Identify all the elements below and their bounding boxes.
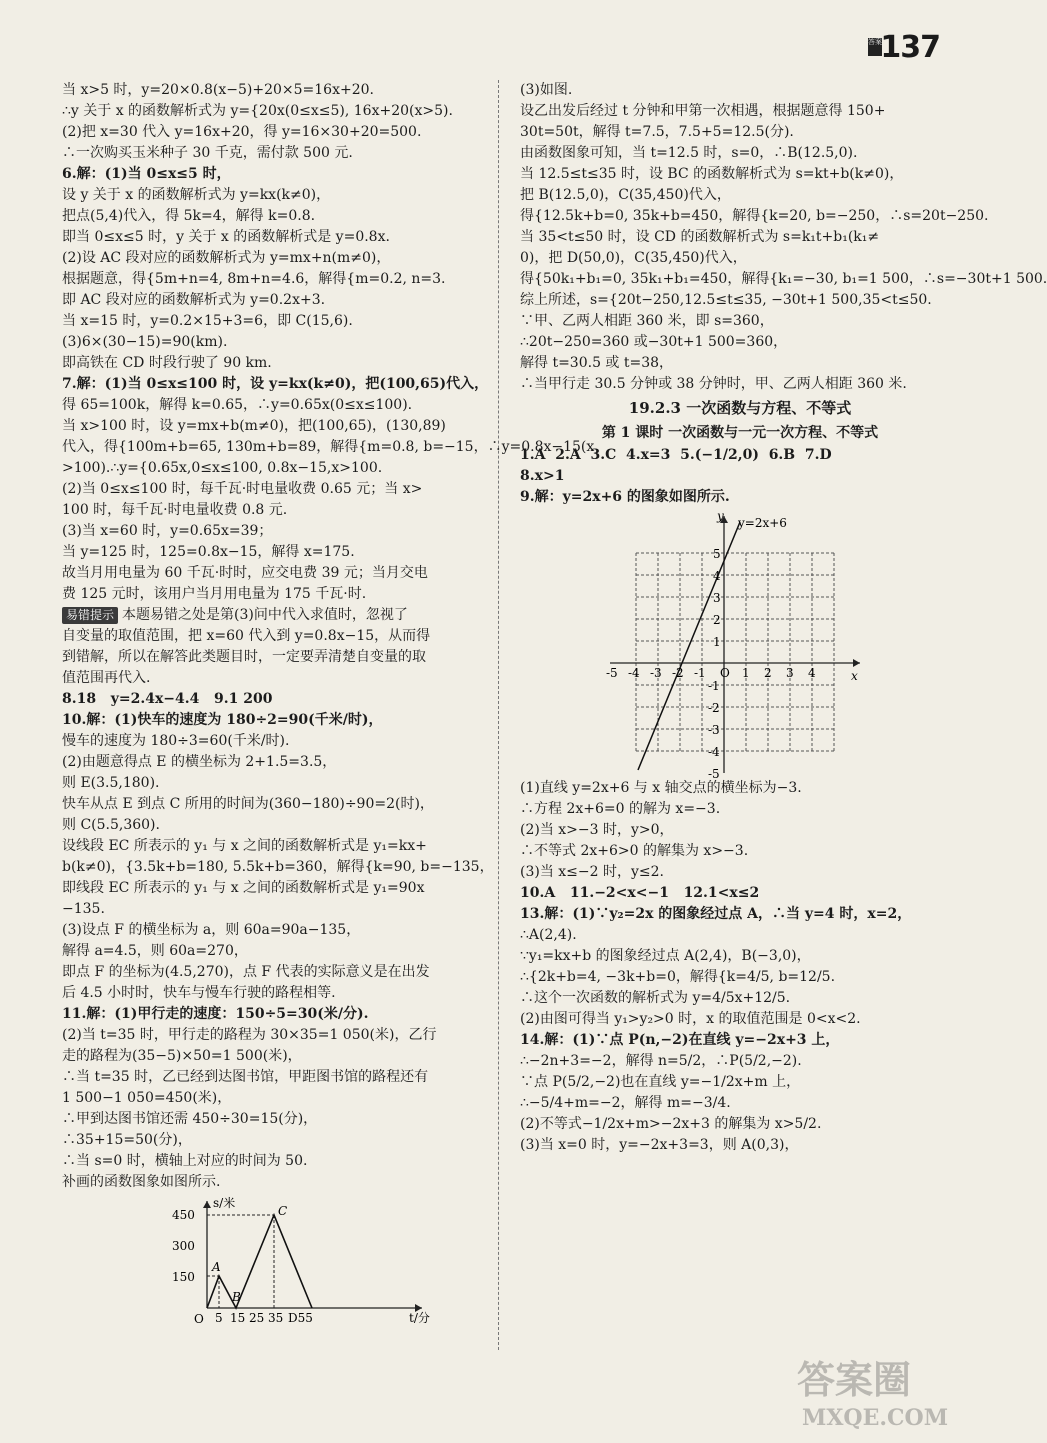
graph1-ytick: 300 bbox=[172, 1239, 195, 1253]
answer-line: ∴35+15=50(分)， bbox=[62, 1132, 192, 1148]
answer-line: 即点 F 的坐标为(4.5,270)，点 F 代表的实际意义是在出发 bbox=[62, 964, 430, 980]
answer-line: 100 时，每千瓦·时电量收费 0.8 元. bbox=[62, 502, 288, 518]
answer-line: 代入，得{100m+b=65, 130m+b=89，解得{m=0.8, b=−15，∴y=0.8x−15(x bbox=[62, 439, 595, 455]
answer-line: ∴方程 2x+6=0 的解为 x=−3. bbox=[520, 801, 721, 817]
error-tip-text: 本题易错之处是第(3)问中代入求值时，忽视了 bbox=[122, 607, 408, 623]
answer-line: 即高铁在 CD 时段行驶了 90 km. bbox=[62, 355, 272, 371]
answer-line: 设乙出发后经过 t 分钟和甲第一次相遇，根据题意得 150+ bbox=[520, 103, 886, 119]
column-divider bbox=[498, 80, 499, 1350]
answer-line: 9.解：y=2x+6 的图象如图所示. bbox=[520, 489, 730, 505]
graph1-ylabel: s/米 bbox=[213, 1196, 236, 1210]
answer-line: (2)把 x=30 代入 y=16x+20，得 y=16×30+20=500. bbox=[62, 124, 422, 140]
graph2-ytick: 1 bbox=[713, 635, 721, 649]
answer-line: 30t=50t，解得 t=7.5，7.5+5=12.5(分). bbox=[520, 124, 794, 140]
answer-line: ∴{2k+b=4, −3k+b=0，解得{k=4/5, b=12/5. bbox=[520, 969, 836, 985]
answer-line: 值范围再代入. bbox=[62, 670, 151, 686]
linear-function-graph bbox=[520, 508, 960, 781]
answer-line: (2)由图可得当 y₁>y₂>0 时，x 的取值范围是 0<x<2. bbox=[520, 1011, 861, 1027]
graph2-xtick: 1 bbox=[742, 666, 750, 680]
graph2-ytick: -4 bbox=[708, 745, 720, 759]
answer-line: (2)设 AC 段对应的函数解析式为 y=mx+n(m≠0)， bbox=[62, 250, 391, 266]
graph1-point-b: B bbox=[232, 1290, 241, 1304]
answer-line: ∴一次购买玉米种子 30 千克，需付款 500 元. bbox=[62, 145, 353, 161]
answer-line: 自变量的取值范围，把 x=60 代入到 y=0.8x−15，从而得 bbox=[62, 628, 431, 644]
answer-line: 10.A 11.−2<x<−1 12.1<x≤2 bbox=[520, 885, 760, 901]
answer-line: ∴20t−250=360 或−30t+1 500=360， bbox=[520, 334, 788, 350]
answer-line: ∵点 P(5/2,−2)也在直线 y=−1/2x+m 上， bbox=[520, 1074, 801, 1090]
answer-line: (2)由题意得点 E 的横坐标为 2+1.5=3.5， bbox=[62, 754, 337, 770]
answer-line: 即 AC 段对应的函数解析式为 y=0.2x+3. bbox=[62, 292, 326, 308]
graph2-ytick: 3 bbox=[713, 591, 721, 605]
graph1-point-a: A bbox=[212, 1260, 221, 1274]
answer-line: >100).∴y={0.65x,0≤x≤100, 0.8x−15,x>100. bbox=[62, 460, 383, 476]
graph1-origin: O bbox=[194, 1312, 204, 1326]
answer-line: 当 x=15 时，y=0.2×15+3=6，即 C(15,6). bbox=[62, 313, 353, 329]
answer-line: ∵y₁=kx+b 的图象经过点 A(2,4)，B(−3,0)， bbox=[520, 948, 811, 964]
graph2-ytick: -1 bbox=[708, 679, 720, 693]
answer-line: 当 y=125 时，125=0.8x−15，解得 x=175. bbox=[62, 544, 355, 560]
graph2-xlabel: x bbox=[851, 669, 858, 683]
answer-line: 解得 a=4.5，则 60a=270， bbox=[62, 943, 248, 959]
answer-line: ∴y 关于 x 的函数解析式为 y={20x(0≤x≤5), 16x+20(x>5). bbox=[62, 103, 453, 119]
answer-line: 走的路程为(35−5)×50=1 500(米)， bbox=[62, 1048, 302, 1064]
answer-line: ∴当甲行走 30.5 分钟或 38 分钟时，甲、乙两人相距 360 米. bbox=[520, 376, 907, 392]
answer-line: 后 4.5 小时时，快车与慢车行驶的路程相等. bbox=[62, 985, 336, 1001]
answer-line: 10.解：(1)快车的速度为 180÷2=90(千米/时)， bbox=[62, 712, 383, 728]
answer-line: (2)当 0≤x≤100 时，每千瓦·时电量收费 0.65 元；当 x> bbox=[62, 481, 423, 497]
answer-line: 由函数图象可知，当 t=12.5 时，s=0，∴B(12.5,0). bbox=[520, 145, 858, 161]
graph2-xtick: -3 bbox=[650, 666, 662, 680]
answer-line: 把点(5,4)代入，得 5k=4，解得 k=0.8. bbox=[62, 208, 316, 224]
answer-line: ∵甲、乙两人相距 360 米，即 s=360， bbox=[520, 313, 774, 329]
answer-line: 故当月用电量为 60 千瓦·时时，应交电费 39 元；当月交电 bbox=[62, 565, 428, 581]
answer-line: 13.解：(1)∵y₂=2x 的图象经过点 A，∴当 y=4 时，x=2， bbox=[520, 906, 912, 922]
answer-line: 1 500−1 050=450(米)， bbox=[62, 1090, 232, 1106]
answer-line: ∴不等式 2x+6>0 的解集为 x>−3. bbox=[520, 843, 749, 859]
answer-line: 14.解：(1)∵点 P(n,−2)在直线 y=−2x+3 上， bbox=[520, 1032, 840, 1048]
answer-line: ∴当 s=0 时，横轴上对应的时间为 50. bbox=[62, 1153, 308, 1169]
answer-line: (2)当 t=35 时，甲行走的路程为 30×35=1 050(米)，乙行 bbox=[62, 1027, 437, 1043]
graph2-ytick: -2 bbox=[708, 701, 720, 715]
graph1-xtick: 15 bbox=[230, 1311, 246, 1325]
answer-line: 当 12.5≤t≤35 时，设 BC 的函数解析式为 s=kt+b(k≠0)， bbox=[520, 166, 904, 182]
graph1-point-c: C bbox=[278, 1204, 288, 1218]
graph2-ytick: 4 bbox=[713, 569, 721, 583]
graph1-xtick: 25 bbox=[249, 1311, 265, 1325]
answer-line: (2)当 x>−3 时，y>0， bbox=[520, 822, 674, 838]
answer-line: (3)当 x≤−2 时，y≤2. bbox=[520, 864, 664, 880]
answer-line: ∴−2n+3=−2，解得 n=5/2，∴P(5/2,−2). bbox=[520, 1053, 802, 1069]
graph1-ytick: 450 bbox=[172, 1208, 195, 1222]
graph2-function-label: y=2x+6 bbox=[738, 516, 787, 530]
answer-line: ∴A(2,4). bbox=[520, 927, 577, 943]
graph2-xtick: 4 bbox=[808, 666, 816, 680]
graph2-xtick: -4 bbox=[628, 666, 640, 680]
page-tag: 答案 bbox=[868, 38, 882, 56]
graph1-ytick: 150 bbox=[172, 1270, 195, 1284]
answer-line: (3)6×(30−15)=90(km). bbox=[62, 334, 228, 350]
answer-line: ∴这个一次函数的解析式为 y=4/5x+12/5. bbox=[520, 990, 791, 1006]
answer-line: 8.x>1 bbox=[520, 468, 565, 484]
graph2-ytick: 5 bbox=[713, 547, 721, 561]
answer-line: 综上所述，s={20t−250,12.5≤t≤35, −30t+1 500,35<t≤50. bbox=[520, 292, 932, 308]
answer-line: 则 E(3.5,180). bbox=[62, 775, 160, 791]
answer-line: ∴当 t=35 时，乙已经到达图书馆，甲距图书馆的路程还有 bbox=[62, 1069, 429, 1085]
answer-line: 补画的函数图象如图所示. bbox=[62, 1174, 221, 1190]
answer-line: 即线段 EC 所表示的 y₁ 与 x 之间的函数解析式是 y₁=90x bbox=[62, 880, 425, 896]
watermark-logo bbox=[792, 1343, 982, 1433]
answer-line: (3)当 x=60 时，y=0.65x=39； bbox=[62, 523, 273, 539]
graph2-xtick: 3 bbox=[786, 666, 794, 680]
graph2-xtick: -5 bbox=[606, 666, 618, 680]
right-column bbox=[520, 80, 1047, 1156]
answer-line: 得{12.5k+b=0, 35k+b=450，解得{k=20, b=−250，∴s=20t−250. bbox=[520, 208, 989, 224]
answer-line: 设 y 关于 x 的函数解析式为 y=kx(k≠0)， bbox=[62, 187, 331, 203]
answer-line: 11.解：(1)甲行走的速度：150÷5=30(米/分). bbox=[62, 1006, 369, 1022]
answer-line: (3)当 x=0 时，y=−2x+3=3，则 A(0,3)， bbox=[520, 1137, 799, 1153]
answer-line: 到错解，所以在解答此类题目时，一定要弄清楚自变量的取 bbox=[62, 649, 426, 665]
answer-line: (3)设点 F 的横坐标为 a，则 60a=90a−135， bbox=[62, 922, 361, 938]
answer-line: 6.解：(1)当 0≤x≤5 时， bbox=[62, 166, 231, 182]
answer-line: 1.A 2.A 3.C 4.x=3 5.(−1/2,0) 6.B 7.D bbox=[520, 447, 832, 463]
answer-line: 设线段 EC 所表示的 y₁ 与 x 之间的函数解析式是 y₁=kx+ bbox=[62, 838, 427, 854]
answer-line: 快车从点 E 到点 C 所用的时间为(360−180)÷90=2(时)， bbox=[62, 796, 434, 812]
error-tip-badge: 易错提示 bbox=[62, 607, 118, 624]
graph2-xtick: 2 bbox=[764, 666, 772, 680]
graph2-ytick: -3 bbox=[708, 723, 720, 737]
lesson-title: 第 1 课时 一次函数与一元一次方程、不等式 bbox=[601, 425, 879, 441]
graph2-xtick: O bbox=[720, 666, 730, 680]
walking-graph bbox=[62, 1193, 487, 1328]
graph1-xtick: D55 bbox=[288, 1311, 313, 1325]
graph1-xlabel: t/分 bbox=[409, 1311, 430, 1325]
answer-line: 7.解：(1)当 0≤x≤100 时，设 y=kx(k≠0)，把(100,65)代入， bbox=[62, 376, 489, 392]
answer-line: 慢车的速度为 180÷3=60(千米/时). bbox=[62, 733, 290, 749]
answer-line: −135. bbox=[62, 901, 105, 917]
graph1-xtick: 35 bbox=[268, 1311, 284, 1325]
svg-text:答案圈: 答案圈 bbox=[797, 1357, 912, 1402]
answer-line: 当 x>5 时，y=20×0.8(x−5)+20×5=16x+20. bbox=[62, 82, 374, 98]
answer-line: 费 125 元时，该用户当月用电量为 175 千瓦·时. bbox=[62, 586, 367, 602]
graph2-ylabel: y bbox=[717, 509, 724, 523]
answer-line: 得 65=100k，解得 k=0.65，∴y=0.65x(0≤x≤100). bbox=[62, 397, 413, 413]
answer-line: 当 x>100 时，设 y=mx+b(m≠0)，把(100,65)，(130,89) bbox=[62, 418, 446, 434]
page-number: 137 bbox=[880, 30, 940, 65]
answer-line: ∴−5/4+m=−2，解得 m=−3/4. bbox=[520, 1095, 731, 1111]
answer-line: (2)不等式−1/2x+m>−2x+3 的解集为 x>5/2. bbox=[520, 1116, 822, 1132]
answer-line: (3)如图. bbox=[520, 82, 573, 98]
answer-line: 得{50k₁+b₁=0, 35k₁+b₁=450，解得{k₁=−30, b₁=1 500，∴s=−30t+1 500. bbox=[520, 271, 1047, 287]
section-title: 19.2.3 一次函数与方程、不等式 bbox=[628, 399, 852, 417]
answer-line: (1)直线 y=2x+6 与 x 轴交点的横坐标为−3. bbox=[520, 780, 802, 796]
answer-line: 解得 t=30.5 或 t=38， bbox=[520, 355, 674, 371]
answer-line: 当 35<t≤50 时，设 CD 的函数解析式为 s=k₁t+b₁(k₁≠ bbox=[520, 229, 880, 245]
graph2-xtick: -2 bbox=[672, 666, 684, 680]
answer-line: b(k≠0)，{3.5k+b=180, 5.5k+b=360，解得{k=90, b=−135， bbox=[62, 859, 494, 875]
answer-line: 则 C(5.5,360). bbox=[62, 817, 160, 833]
answer-line: 根据题意，得{5m+n=4, 8m+n=4.6，解得{m=0.2, n=3. bbox=[62, 271, 446, 287]
svg-text:MXQE.COM: MXQE.COM bbox=[802, 1405, 949, 1431]
answer-line: 0)，把 D(50,0)，C(35,450)代入， bbox=[520, 250, 747, 266]
answer-line: 即当 0≤x≤5 时，y 关于 x 的函数解析式是 y=0.8x. bbox=[62, 229, 390, 245]
graph1-xtick: 5 bbox=[215, 1311, 223, 1325]
graph2-ytick: 2 bbox=[713, 613, 721, 627]
answer-line bbox=[62, 605, 487, 626]
answer-line: ∴甲到达图书馆还需 450÷30=15(分)， bbox=[62, 1111, 318, 1127]
graph2-ytick: -5 bbox=[708, 767, 720, 781]
answer-line: 把 B(12.5,0)，C(35,450)代入， bbox=[520, 187, 731, 203]
graph2-xtick: -1 bbox=[694, 666, 706, 680]
answer-line: 8.18 y=2.4x−4.4 9.1 200 bbox=[62, 691, 273, 707]
